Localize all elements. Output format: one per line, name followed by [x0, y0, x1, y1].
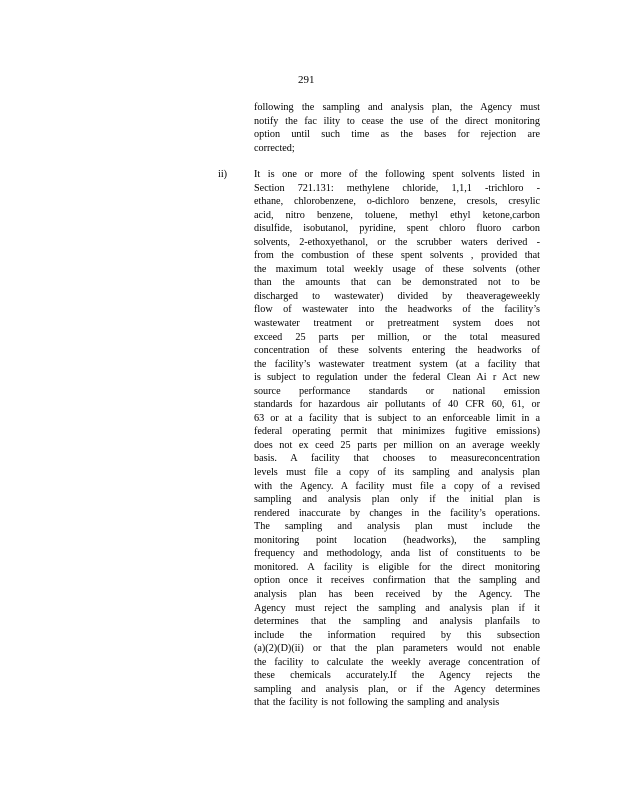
text-line: levels must file a copy of its sampling and analysis plan: [254, 467, 540, 479]
text-line: the facility to calculate the weekly average concentration of: [254, 656, 540, 668]
text-line: disulfide, isobutanol, pyridine, spent chloro fluoro carbon: [254, 223, 540, 235]
text-line: discharged to wastewater) divided by theaverageweekly: [254, 290, 540, 302]
text-line: that the facility is not following the sampling and analysis: [254, 697, 500, 709]
text-line: monitoring point location (headworks), the sampling: [254, 534, 540, 546]
text-line: 63 or at a facility that is subject to an enforceable limit in a: [254, 412, 540, 424]
text-line: sampling and analysis plan only if the initial plan is: [254, 494, 540, 506]
list-item-marker: ii): [218, 169, 228, 180]
text-line: (a)(2)(D)(ii) or that the plan parameters would not enable: [254, 643, 540, 655]
text-line: frequency and methodology, anda list of constituents to be: [254, 548, 540, 560]
text-line: exceed 25 parts per million, or the total measured: [254, 331, 540, 343]
text-line: Agency must reject the sampling and analysis plan if it: [254, 602, 540, 614]
text-line: It is one or more of the following spent solvents listed in: [254, 169, 540, 180]
text-line: following the sampling and analysis plan, the Agency must: [254, 102, 540, 113]
text-line: acid, nitro benzene, toluene, methyl ethyl ketone,carbon: [254, 209, 540, 221]
text-line: does not ex ceed 25 parts per million on an average weekly: [254, 439, 540, 451]
text-line: sampling and analysis plan, or if the Agency determines: [254, 683, 540, 695]
text-line: standards for hazardous air pollutants of 40 CFR 60, 61, or: [254, 399, 540, 411]
text-line: rendered inaccurate by changes in the facility’s operations.: [254, 507, 540, 519]
continued-paragraph: [254, 101, 540, 155]
text-line: ethane, chlorobenzene, o-dichloro benzene, cresols, cresylic: [254, 196, 540, 208]
text-line: determines that the sampling and analysis planfails to: [254, 616, 540, 628]
text-line: option until such time as the bases for rejection are: [254, 129, 540, 141]
text-line: option once it receives confirmation that the sampling and: [254, 575, 540, 587]
text-line: corrected;: [254, 142, 295, 154]
text-line: than the amounts that can be demonstrated not to be: [254, 277, 540, 289]
text-line: is subject to regulation under the federal Clean Ai r Act new: [254, 372, 540, 384]
text-line: notify the fac ility to cease the use of the direct monitoring: [254, 115, 540, 127]
text-line: analysis plan has been received by the Agency. The: [254, 588, 540, 600]
text-line: Section 721.131: methylene chloride, 1,1,1 -trichloro -: [254, 182, 540, 194]
text-line: solvents, 2-ethoxyethanol, or the scrubber waters derived -: [254, 236, 540, 248]
text-line: basis. A facility that chooses to measureconcentration: [254, 453, 540, 465]
text-line: with the Agency. A facility must file a copy of a revised: [254, 480, 540, 492]
text-line: concentration of these solvents entering the headworks of: [254, 345, 540, 357]
page-number: 291: [298, 74, 315, 86]
text-line: from the combustion of these spent solvents , provided that: [254, 250, 540, 262]
text-line: flow of wastewater into the headworks of the facility’s: [254, 304, 540, 316]
text-line: The sampling and analysis plan must include the: [254, 521, 540, 533]
text-line: monitored. A facility is eligible for the direct monitoring: [254, 561, 540, 573]
text-line: the facility’s wastewater treatment system (at a facility that: [254, 358, 540, 370]
text-line: wastewater treatment or pretreatment system does not: [254, 318, 540, 330]
text-line: federal operating permit that minimizes fugitive emissions): [254, 426, 540, 438]
text-line: these chemicals accurately.If the Agency rejects the: [254, 670, 540, 682]
list-item-paragraph: [254, 168, 540, 710]
text-line: the maximum total weekly usage of these solvents (other: [254, 263, 540, 275]
text-line: include the information required by this subsection: [254, 629, 540, 641]
text-line: source performance standards or national emission: [254, 385, 540, 397]
